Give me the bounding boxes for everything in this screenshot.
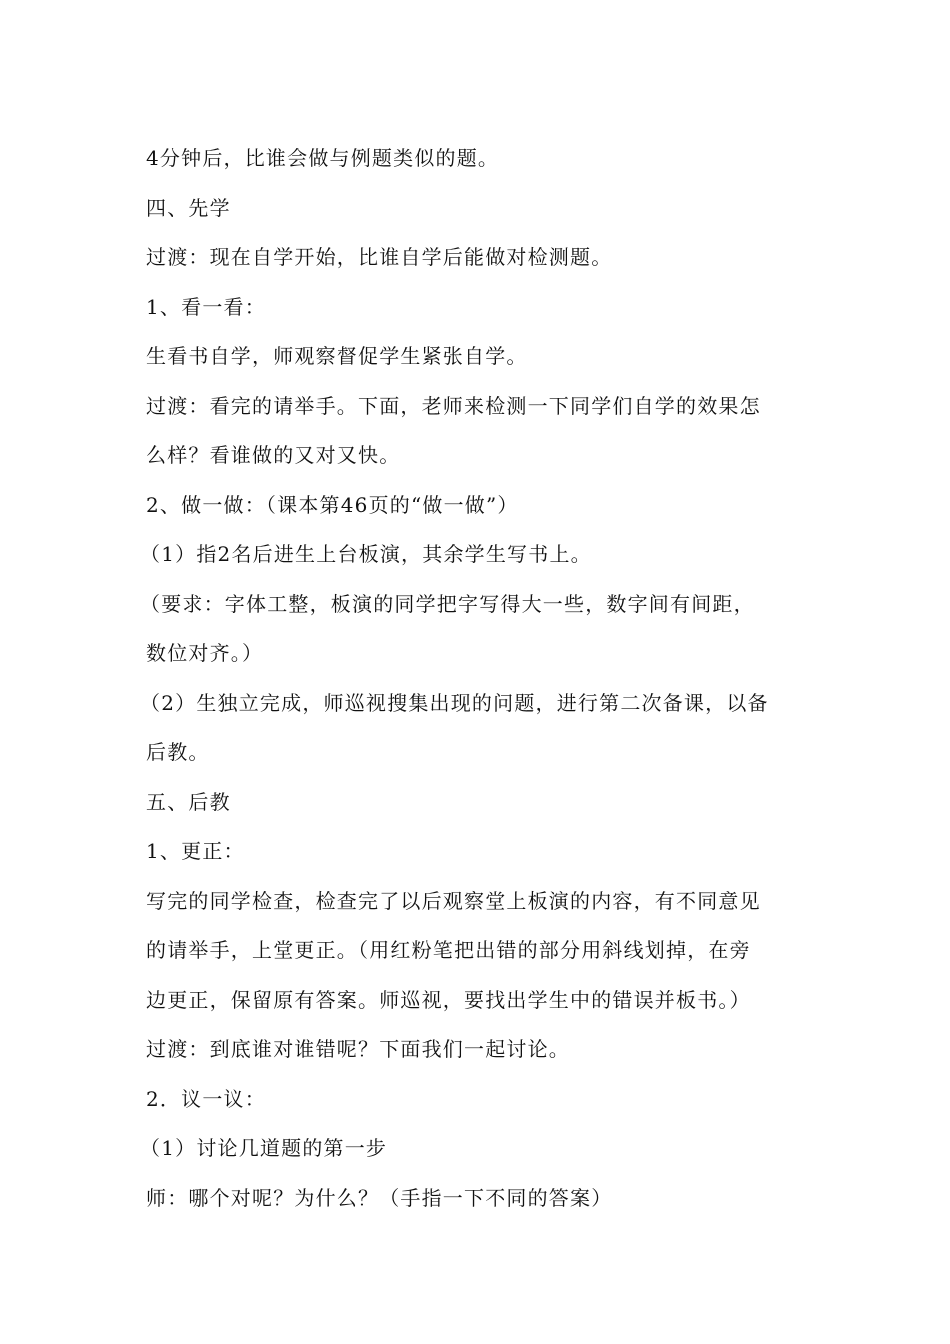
text-line: （2）生独立完成，师巡视搜集出现的问题，进行第二次备课，以备 [140, 690, 769, 715]
subsection-heading: 1、更正： [146, 839, 245, 863]
subsection-heading: 2．议一议： [146, 1086, 266, 1111]
text-line: 的请举手，上堂更正。（用红粉笔把出错的部分用斜线划掉，在旁 [146, 938, 751, 962]
section-heading: 四、先学 [146, 195, 231, 220]
text-line: （1）指2名后进生上台板演，其余学生写书上。 [140, 542, 592, 566]
text-line: 边更正，保留原有答案。师巡视，要找出学生中的错误并板书。） [146, 987, 751, 1012]
text-line: 写完的同学检查，检查完了以后观察堂上板演的内容，有不同意见 [146, 888, 761, 913]
section-heading: 五、后教 [146, 789, 231, 814]
text-line: 么样？看谁做的又对又快。 [146, 443, 401, 467]
text-line: （要求：字体工整，板演的同学把字写得大一些，数字间有间距， [140, 591, 755, 616]
text-line: 生看书自学，师观察督促学生紧张自学。 [146, 344, 528, 368]
text-line: 师：哪个对呢？为什么？（手指一下不同的答案） [146, 1185, 613, 1210]
text-line: 过渡：现在自学开始，比谁自学后能做对检测题。 [146, 245, 613, 269]
text-line: （1）讨论几道题的第一步 [140, 1136, 388, 1160]
text-line: 过渡：到底谁对谁错呢？下面我们一起讨论。 [146, 1037, 570, 1061]
text-line: 4分钟后，比谁会做与例题类似的题。 [146, 146, 500, 170]
text-line: 过渡：看完的请举手。下面，老师来检测一下同学们自学的效果怎 [146, 393, 761, 418]
subsection-heading: 1、看一看： [146, 294, 266, 319]
subsection-heading: 2、做一做：（课本第46页的“做一做”） [146, 492, 519, 517]
text-line: 数位对齐。） [146, 641, 264, 665]
document-body [140, 134, 816, 1223]
text-line: 后教。 [146, 740, 210, 764]
